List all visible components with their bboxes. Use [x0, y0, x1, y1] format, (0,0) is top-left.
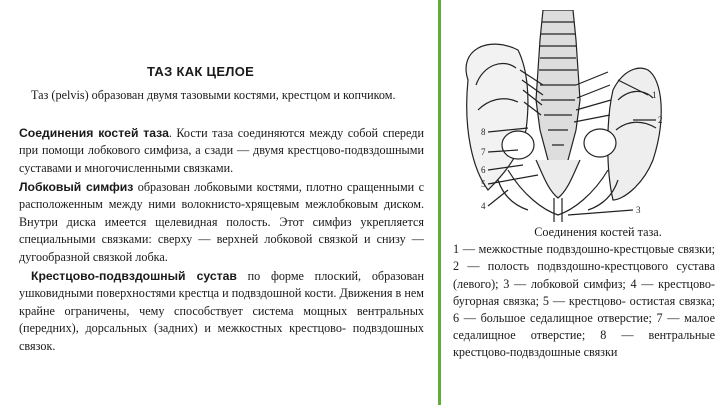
sacroiliac-joint-paragraph	[19, 268, 424, 355]
figure-label-7: 7	[481, 147, 486, 157]
figure-label-4: 4	[481, 201, 486, 211]
sacroiliac-joint-heading: Крестцово-подвздошный сустав	[31, 269, 237, 283]
sacroiliac-joint-text: по форме плоский, образован ушковидными поверхностями крестца и подвздошной кости. Движения в нем крайне ограничены, чему способствует система мощных вентральных (передних), дорсальных (задних) и межкостных крестцово- подвздошных связок.	[19, 269, 424, 353]
vertical-divider	[438, 0, 441, 405]
figure-label-1: 1	[652, 90, 657, 100]
intro-paragraph: Таз (pelvis) образован двумя тазовыми костями, крестцом и копчиком.	[31, 88, 396, 102]
figure-label-8: 8	[481, 127, 486, 137]
pelvis-illustration	[448, 10, 670, 225]
figure-label-3: 3	[636, 205, 641, 215]
figure-caption	[453, 224, 715, 362]
caption-text: 1 — межкостные подвздошно-крестцовые связки; 2 — полость подвздошно-крестцового сустава (левого); 3 — лобковой симфиз; 4 — крестцово-бугорная связка; 5 — крестцово- остистая связка; 6 — большое седалищное отверстие; 7 — малое седалищное отверстие; 8 — вентральные крестцово-подвздошные связки	[453, 242, 715, 360]
pelvic-joints-heading: Соединения костей таза	[19, 126, 169, 140]
pelvic-joints-paragraph	[19, 125, 424, 177]
pelvic-joints-text: . Кости таза соединяются между собой спереди при помощи лобкового симфиза, а сзади — двумя крестцово-подвздошными суставами и многочисленными связками.	[19, 126, 424, 175]
figure-label-5: 5	[481, 179, 486, 189]
caption-title: Соединения костей таза.	[534, 225, 662, 239]
figure-label-2: 2	[658, 115, 663, 125]
pubic-symphysis-heading: Лобковый симфиз	[19, 180, 134, 194]
pubic-symphysis-text: образован лобковыми костями, плотно сращенными с расположенным между ними волокнисто-хрящевым межлобковым диском. Внутри диска имеется щелевидная полость. Этот симфиз укрепляется специальными связками: сверху — верхней лобковой связкой и снизу — дугообразной связкой лобка.	[19, 180, 424, 264]
figure-label-6: 6	[481, 165, 486, 175]
pubic-symphysis-paragraph	[19, 179, 424, 266]
page-title: ТАЗ КАК ЦЕЛОЕ	[147, 64, 255, 79]
